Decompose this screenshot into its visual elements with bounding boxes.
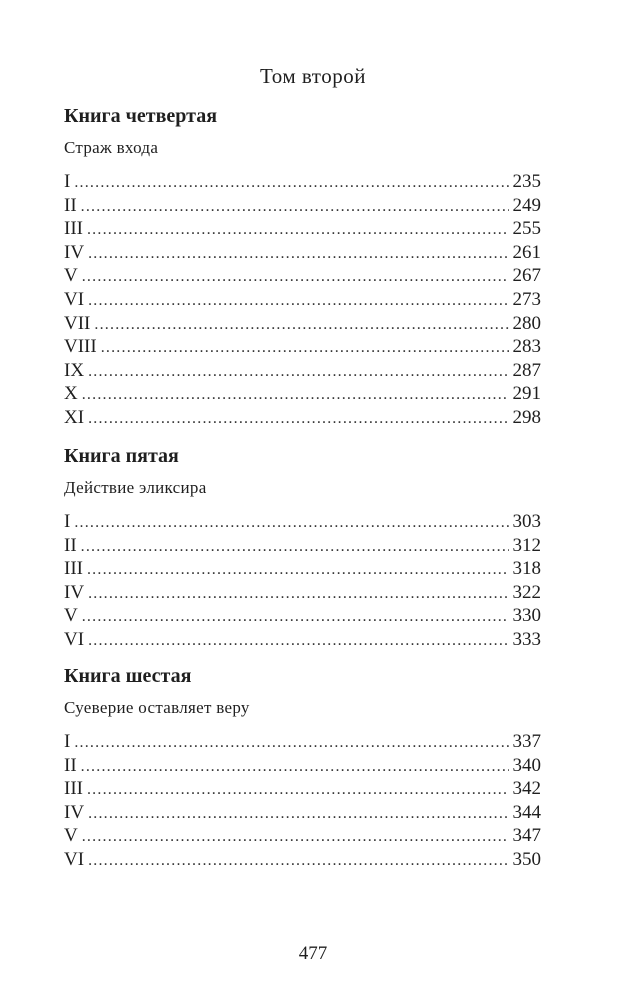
toc-entry xyxy=(64,534,541,558)
page-reference: 340 xyxy=(512,754,541,776)
page-number: 477 xyxy=(298,943,328,964)
page-reference: 303 xyxy=(512,511,541,532)
toc-list xyxy=(64,730,541,872)
dot-leader xyxy=(88,582,508,606)
toc-entry xyxy=(64,359,541,383)
page-reference: 291 xyxy=(512,383,541,405)
toc-entry xyxy=(64,335,541,359)
toc-entry xyxy=(64,581,541,605)
dot-leader xyxy=(88,360,508,384)
dot-leader xyxy=(82,383,509,407)
toc-entry xyxy=(64,628,541,652)
toc-entry xyxy=(64,194,541,218)
dot-leader xyxy=(94,313,508,337)
dot-leader xyxy=(88,802,508,826)
toc-entry xyxy=(64,730,541,754)
page-reference: 280 xyxy=(512,312,541,334)
dot-leader xyxy=(81,755,509,779)
dot-leader xyxy=(88,289,508,313)
book-title: Книга пятая xyxy=(64,445,179,467)
chapter-number: III xyxy=(64,558,83,580)
chapter-number: IV xyxy=(64,241,85,263)
chapter-number: V xyxy=(64,825,78,847)
dot-leader xyxy=(87,778,509,802)
chapter-number: I xyxy=(64,171,71,192)
toc-entry xyxy=(64,288,541,312)
volume-title: Том второй xyxy=(260,64,366,88)
toc-entry xyxy=(64,406,541,430)
chapter-number: VI xyxy=(64,848,85,870)
toc-entry xyxy=(64,754,541,778)
page-reference: 342 xyxy=(512,778,541,800)
chapter-number: X xyxy=(64,383,78,405)
page-reference: 273 xyxy=(512,288,541,310)
dot-leader xyxy=(82,825,509,849)
dot-leader xyxy=(74,171,508,195)
dot-leader xyxy=(88,242,508,266)
chapter-number: IV xyxy=(64,801,85,823)
chapter-number: II xyxy=(64,754,77,776)
dot-leader xyxy=(101,336,509,360)
section-title: Суеверие оставляет веру xyxy=(64,698,250,717)
toc-entry xyxy=(64,557,541,581)
toc-entry xyxy=(64,848,541,872)
page-reference: 267 xyxy=(512,265,541,287)
page-reference: 347 xyxy=(512,825,541,847)
toc-entry xyxy=(64,382,541,406)
toc-entry xyxy=(64,170,541,194)
chapter-number: VI xyxy=(64,288,85,310)
page-reference: 350 xyxy=(512,848,541,870)
toc-entry xyxy=(64,264,541,288)
page-reference: 318 xyxy=(512,558,541,580)
chapter-number: V xyxy=(64,605,78,627)
chapter-number: II xyxy=(64,194,77,216)
book-section-6 xyxy=(64,664,541,872)
page-reference: 235 xyxy=(512,171,541,192)
page-reference: 333 xyxy=(512,628,541,650)
dot-leader xyxy=(87,558,509,582)
chapter-number: I xyxy=(64,511,71,532)
dot-leader xyxy=(74,511,508,535)
toc-entry xyxy=(64,604,541,628)
dot-leader xyxy=(81,195,509,219)
chapter-number: VII xyxy=(64,312,91,334)
chapter-number: XI xyxy=(64,406,85,428)
dot-leader xyxy=(81,535,509,559)
toc-entry xyxy=(64,824,541,848)
page-reference: 344 xyxy=(512,801,541,823)
page-reference: 298 xyxy=(512,406,541,428)
toc-entry xyxy=(64,217,541,241)
page-reference: 330 xyxy=(512,605,541,627)
dot-leader xyxy=(82,265,509,289)
toc-entry xyxy=(64,777,541,801)
dot-leader xyxy=(87,218,509,242)
toc-entry xyxy=(64,801,541,825)
book-title: Книга шестая xyxy=(64,665,192,687)
chapter-number: IV xyxy=(64,581,85,603)
page-reference: 283 xyxy=(512,336,541,358)
page-reference: 322 xyxy=(512,581,541,603)
chapter-number: V xyxy=(64,265,78,287)
chapter-number: II xyxy=(64,534,77,556)
page-reference: 261 xyxy=(512,241,541,263)
dot-leader xyxy=(74,731,508,755)
toc-entry xyxy=(64,312,541,336)
page-reference: 337 xyxy=(512,731,541,752)
chapter-number: I xyxy=(64,731,71,752)
chapter-number: VI xyxy=(64,628,85,650)
dot-leader xyxy=(88,629,508,653)
dot-leader xyxy=(88,407,508,431)
chapter-number: VIII xyxy=(64,336,97,358)
toc-entry xyxy=(64,241,541,265)
chapter-number: III xyxy=(64,778,83,800)
toc-entry xyxy=(64,510,541,534)
toc-list xyxy=(64,510,541,652)
section-title: Действие эликсира xyxy=(64,478,207,497)
page-reference: 312 xyxy=(512,534,541,556)
page-reference: 287 xyxy=(512,359,541,381)
chapter-number: III xyxy=(64,218,83,240)
page-reference: 255 xyxy=(512,218,541,240)
toc-list xyxy=(64,170,541,430)
book-title: Книга четвертая xyxy=(64,105,218,127)
section-title: Страж входа xyxy=(64,138,159,157)
dot-leader xyxy=(82,605,509,629)
dot-leader xyxy=(88,849,508,873)
book-section-4 xyxy=(64,104,541,430)
chapter-number: IX xyxy=(64,359,85,381)
page-reference: 249 xyxy=(512,194,541,216)
book-section-5 xyxy=(64,444,541,652)
